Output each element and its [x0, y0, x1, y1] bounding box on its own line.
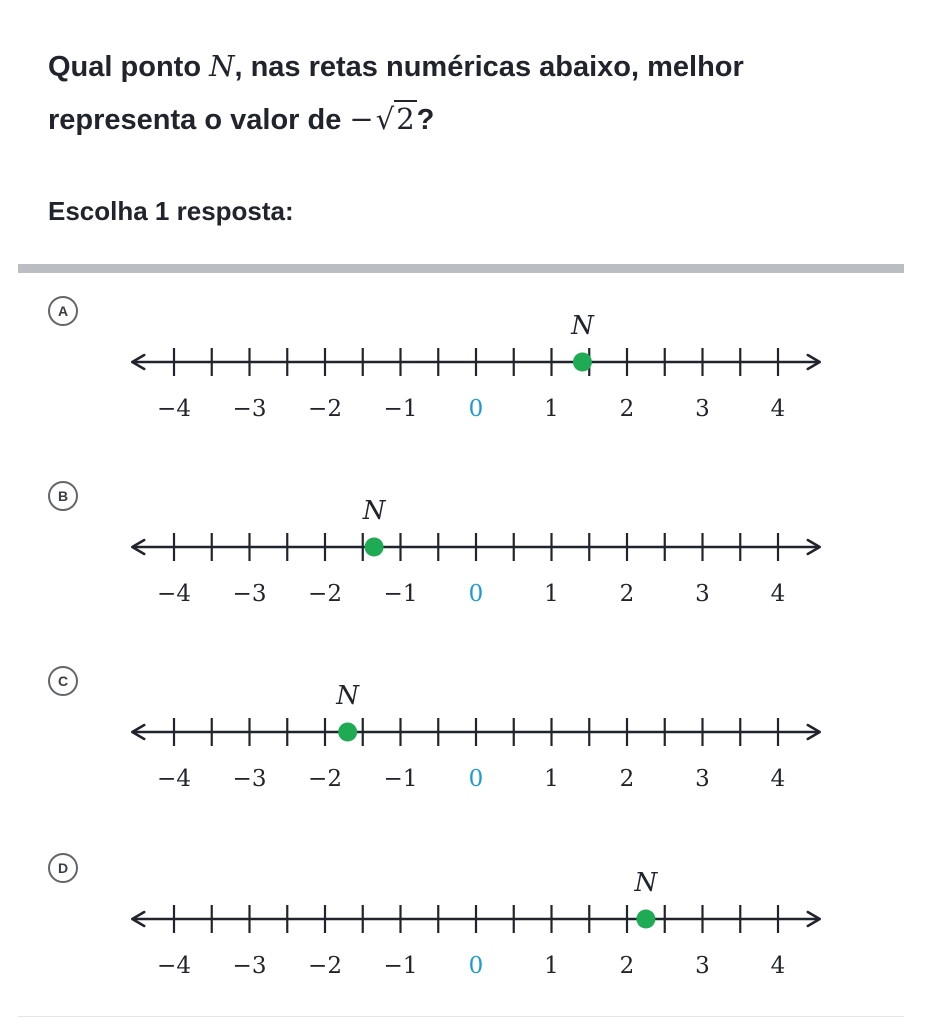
tick-label: 0	[468, 581, 484, 607]
tick-label: −3	[232, 581, 267, 607]
tick-label: 3	[695, 396, 710, 422]
tick-label: 4	[770, 581, 786, 607]
tick-label: 2	[619, 396, 635, 422]
tick-label: −3	[232, 396, 267, 422]
tick-label: 1	[544, 581, 559, 607]
point-label: N	[571, 311, 594, 341]
question-part-2: , nas retas numéricas abaixo, melhor representa o valor de	[48, 51, 744, 136]
tick-label: −2	[308, 953, 342, 979]
choice-d[interactable]	[0, 853, 952, 1013]
tick-label: −4	[157, 396, 191, 422]
point-n	[338, 723, 357, 742]
tick-label: −2	[308, 766, 342, 792]
point-label: N	[336, 681, 360, 711]
tick-label: −4	[157, 581, 191, 607]
radicand: 2	[396, 102, 415, 136]
negative-sqrt-expression	[349, 102, 416, 136]
choice-b[interactable]	[0, 481, 952, 641]
minus-sign: −	[349, 102, 374, 136]
choice-a[interactable]	[0, 296, 952, 456]
tick-label: 1	[544, 396, 559, 422]
divider	[18, 264, 904, 273]
number-line-a	[0, 296, 952, 446]
tick-label: 4	[770, 953, 786, 979]
point-n	[636, 910, 655, 929]
tick-label: 1	[544, 766, 559, 792]
point-label: N	[634, 868, 658, 898]
tick-label: 4	[770, 396, 786, 422]
tick-label: −1	[383, 581, 418, 607]
tick-label: 4	[770, 766, 786, 792]
tick-label: −1	[383, 766, 418, 792]
point-symbol: N	[209, 49, 235, 83]
choice-c[interactable]	[0, 666, 952, 826]
choice-d-letter[interactable]: D	[48, 853, 78, 883]
choice-c-letter[interactable]: C	[48, 666, 78, 696]
tick-label: −1	[383, 396, 418, 422]
tick-label: −4	[157, 766, 191, 792]
tick-label: −3	[232, 953, 267, 979]
tick-label: −4	[157, 953, 191, 979]
choose-prompt: Escolha 1 resposta:	[48, 196, 294, 226]
tick-label: 1	[544, 953, 559, 979]
point-label: N	[362, 496, 386, 526]
question-mark: ?	[416, 104, 435, 136]
choice-a-letter[interactable]: A	[48, 296, 78, 326]
question-part-1: Qual ponto	[48, 51, 210, 83]
tick-label: 3	[695, 766, 710, 792]
tick-label: −2	[308, 396, 342, 422]
choice-b-letter[interactable]: B	[48, 481, 78, 511]
tick-label: 2	[619, 581, 635, 607]
number-line-b	[0, 481, 952, 631]
tick-label: −2	[308, 581, 342, 607]
point-n	[573, 353, 592, 372]
tick-label: 0	[468, 396, 484, 422]
tick-label: 3	[695, 581, 710, 607]
tick-label: 2	[619, 766, 635, 792]
bottom-divider	[18, 1016, 904, 1017]
tick-label: 3	[695, 953, 710, 979]
tick-label: 2	[619, 953, 635, 979]
sqrt-symbol: √2	[375, 102, 415, 136]
tick-label: −3	[232, 766, 267, 792]
number-line-c	[0, 666, 952, 816]
number-line-d	[0, 853, 952, 1003]
question-text	[48, 40, 888, 146]
tick-label: 0	[468, 766, 484, 792]
point-n	[365, 538, 384, 557]
tick-label: −1	[383, 953, 418, 979]
tick-label: 0	[468, 953, 484, 979]
